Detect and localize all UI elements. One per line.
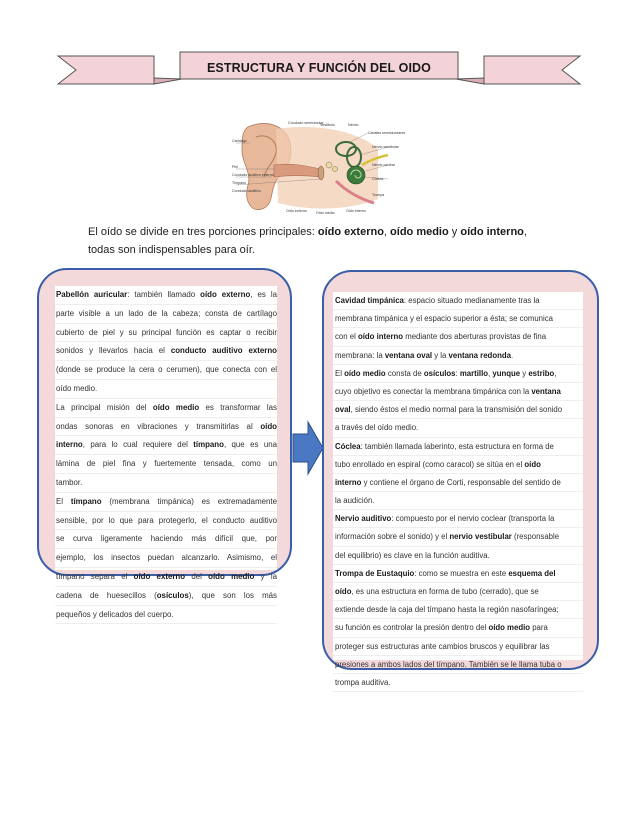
text-line: la audición.: [333, 492, 583, 510]
text-line: (donde se produce la cera o cerumen), que conecta con el: [55, 361, 277, 380]
title-banner: [58, 50, 580, 86]
text-line: Nervio auditivo: compuesto por el nervio coclear (transporta la: [333, 510, 583, 528]
text-line: membrana: la ventana oval y la ventana redonda.: [333, 347, 583, 365]
text-line: lámina de piel fina y fuertemente tensada, como un: [55, 455, 277, 474]
text-line: oído, es una estructura en forma de tubo (cerrado), que se: [333, 583, 583, 601]
figure-label: Conducto auditivo externo: [232, 173, 274, 177]
outer-ear-text: [55, 286, 277, 619]
text-line: extiende desde la caja del tímpano hasta la región nasofaríngea;: [333, 601, 583, 619]
text-line: El tímpano (membrana timpánica) es extremadamente: [55, 493, 277, 512]
figure-label: Cartílago: [232, 139, 247, 143]
text-line: La principal misión del oído medio es transformar las: [55, 399, 277, 418]
middle-inner-ear-text: [333, 292, 583, 687]
text-line: tubo enrollado en espiral (como caracol) se sitúa en el oído: [333, 456, 583, 474]
text-line: tambor.: [55, 474, 277, 493]
text-line: tímpano separa el oído externo del oído medio y la: [55, 568, 277, 587]
intro-line-2: todas son indispensables para oír.: [88, 244, 255, 256]
text-line: su función es controlar la presión dentro del oído medio para: [333, 619, 583, 637]
figure-label: Nervio: [348, 123, 359, 127]
intro-sep: ,: [383, 226, 391, 238]
text-line: del equilibrio) es clave en la función auditiva.: [333, 547, 583, 565]
figure-label: Trompa: [372, 193, 385, 197]
intro-text: ,: [523, 226, 527, 238]
term-outer-ear: oído externo: [317, 226, 384, 238]
figure-label: Vestíbulo: [320, 123, 335, 127]
text-line: cubierto de piel y su principal función es captar o recibir: [55, 324, 277, 343]
text-line: Cavidad timpánica: espacio situado medianamente tras la: [333, 292, 583, 310]
text-line: pequeños y delicados del cuerpo.: [55, 606, 277, 625]
figure-label: Nervio coclear: [372, 163, 395, 167]
figure-label: Tímpano: [232, 181, 247, 185]
ear-anatomy-figure: [228, 119, 406, 219]
figure-label: Oído externo: [286, 209, 307, 213]
text-line: cuyo objetivo es conectar la membrana timpánica con la ventana: [333, 383, 583, 401]
figure-label: Conducto auditivo: [232, 189, 261, 193]
text-line: información sobre el sonido) y el nervio vestibular (responsable: [333, 528, 583, 546]
figure-label: Oído interno: [346, 209, 366, 213]
text-line: oído medio.: [55, 380, 277, 399]
term-inner-ear: oído interno: [460, 226, 524, 238]
text-line: sensible, por lo que para protegerlo, el conducto auditivo: [55, 512, 277, 531]
text-line: interno y contiene el órgano de Corti, responsable del sentido de: [333, 474, 583, 492]
intro-line-1: [88, 223, 558, 241]
outer-ear-panel: [37, 268, 292, 619]
intro-text: El oído se divide en tres porciones principales:: [88, 226, 318, 238]
text-line: a través del oído medio.: [333, 419, 583, 437]
text-line: cadena de huesecillos (osículos), que son los más: [55, 587, 277, 606]
figure-label: Nervio vestibular: [372, 145, 399, 149]
figure-label: Oído medio: [316, 211, 335, 215]
figure-label: Conducto semicircular: [288, 121, 324, 125]
middle-inner-ear-panel: [322, 270, 599, 687]
text-line: trompa auditiva.: [333, 674, 583, 692]
text-line: ejemplo, los insectos puedan alcanzarlo. Asimismo, el: [55, 549, 277, 568]
text-line: Cóclea: también llamada laberinto, esta estructura en forma de: [333, 438, 583, 456]
intro-paragraph: [88, 223, 558, 259]
text-line: con el oído interno mediante dos aberturas provistas de fina: [333, 328, 583, 346]
text-line: presiones a ambos lados del tímpano. También se le llama tuba o: [333, 656, 583, 674]
text-line: Trompa de Eustaquio: como se muestra en este esquema del: [333, 565, 583, 583]
text-line: interno, para lo cual requiere del tímpano, que es una: [55, 436, 277, 455]
text-line: sonidos y llevarlos hacia el conducto auditivo externo: [55, 342, 277, 361]
figure-label: Cóclea: [372, 177, 384, 181]
text-line: se curva ligeramente haciendo más difícil que, por: [55, 530, 277, 549]
figure-label: Canales semicirculares: [368, 131, 406, 135]
text-line: membrana timpánica y el espacio superior a ésta; se comunica: [333, 310, 583, 328]
right-arrow-icon: [292, 420, 324, 476]
page-title: ESTRUCTURA Y FUNCIÓN DEL OIDO: [207, 60, 431, 75]
text-line: ondas sonoras en vibraciones y transmitirlas al oído: [55, 418, 277, 437]
text-line: El oído medio consta de osículos: martillo, yunque y estribo,: [333, 365, 583, 383]
figure-label: Piel: [232, 165, 238, 169]
text-line: parte visible a un lado de la cabeza; consta de cartílago: [55, 305, 277, 324]
text-line: proteger sus estructuras ante cambios bruscos y equilibrar las: [333, 638, 583, 656]
intro-sep: y: [448, 226, 461, 238]
text-line: Pabellón auricular: también llamado oído externo, es la: [55, 286, 277, 305]
term-middle-ear: oído medio: [390, 226, 449, 238]
text-line: oval, siendo éstos el medio normal para la transmisión del sonido: [333, 401, 583, 419]
